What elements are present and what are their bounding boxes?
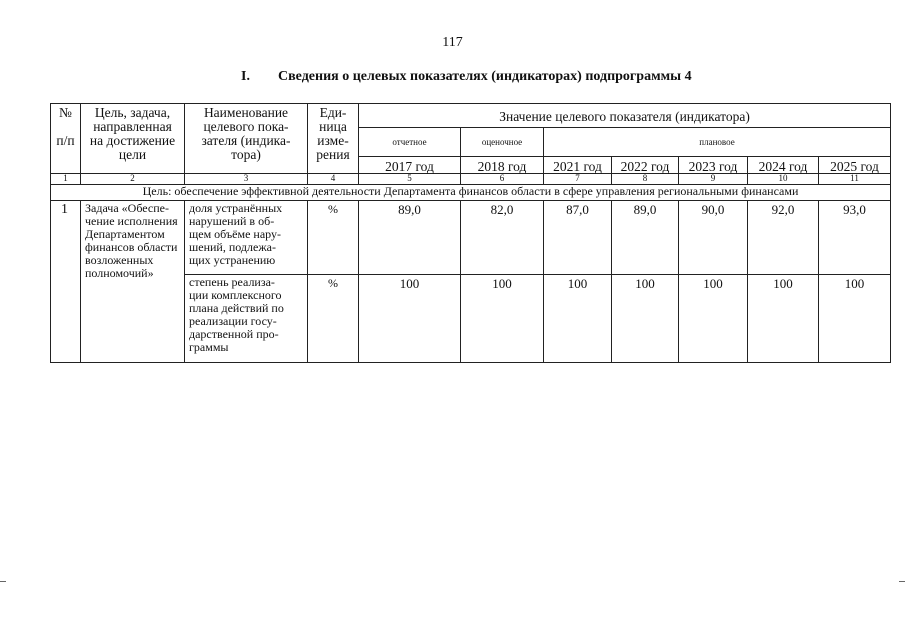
column-number: 7 [544,174,612,185]
header-number-line1: № [59,105,72,120]
indicator-1-line4: шений, подлежа- [189,240,276,254]
indicator-1-line1: доля устранённых [189,201,283,215]
header-goal [81,104,185,174]
header-value-group: Значение целевого показателя (индикатора) [359,104,891,128]
column-number: 8 [612,174,679,185]
year-2024: 2024 год [748,157,819,174]
value-2022: 100 [612,275,679,363]
value-2021: 87,0 [544,201,612,275]
value-2022: 89,0 [612,201,679,275]
indicators-table [50,103,891,363]
year-2023: 2023 год [679,157,748,174]
year-2021: 2021 год [544,157,612,174]
header-planned: плановое [544,128,891,157]
indicator-1-line2: нарушений в об- [189,214,275,228]
column-number: 9 [679,174,748,185]
header-goal-line3: на достижение [89,133,176,148]
column-number: 5 [359,174,461,185]
task-number: 1 [51,201,81,363]
column-number: 1 [51,174,81,185]
header-unit-line1: Еди- [319,105,347,120]
column-number: 3 [185,174,308,185]
column-number: 2 [81,174,185,185]
value-2017: 89,0 [359,201,461,275]
year-2025: 2025 год [819,157,891,174]
task-description [81,201,185,363]
scan-edge-mark-right [899,581,905,582]
header-indicator-line1: Наименование [203,105,289,120]
section-title: Сведения о целевых показателях (индикаторах) подпрограммы 4 [278,69,692,84]
value-2018: 100 [461,275,544,363]
header-unit-line4: рения [316,147,350,162]
value-2017: 100 [359,275,461,363]
indicator-2-line2: ции комплексного [189,288,282,302]
value-2023: 100 [679,275,748,363]
year-2022: 2022 год [612,157,679,174]
value-2025: 93,0 [819,201,891,275]
header-unit [308,104,359,174]
header-unit-line3: изме- [317,133,349,148]
section-number: I. [241,69,250,84]
header-reporting: отчетное [359,128,461,157]
indicator-1-line5: щих устранению [189,253,276,267]
indicator-2-line5: дарственной про- [189,327,279,341]
indicator-1-line3: щем объёме нару- [189,227,282,241]
column-number: 4 [308,174,359,185]
task-line4: финансов области [85,240,178,254]
value-2023: 90,0 [679,201,748,275]
indicator-2-line4: реализации госу- [189,314,277,328]
value-2021: 100 [544,275,612,363]
task-line2: чение исполнения [85,214,178,228]
header-goal-line1: Цель, задача, [94,105,171,120]
header-indicator-line4: тора) [231,147,261,162]
column-number: 6 [461,174,544,185]
header-goal-line2: направленная [93,119,172,134]
page-number: 117 [442,35,463,50]
value-2018: 82,0 [461,201,544,275]
header-goal-line4: цели [118,147,147,162]
header-estimated: оценочное [461,128,544,157]
indicator-unit: % [308,275,359,363]
value-2024: 92,0 [748,201,819,275]
indicator-2-line6: граммы [189,340,229,354]
header-indicator-name [185,104,308,174]
header-indicator-line2: целевого пока- [203,119,289,134]
indicator-unit: % [308,201,359,275]
task-line6: полномочий» [85,266,154,280]
year-2018: 2018 год [461,157,544,174]
indicator-2-line1: степень реализа- [189,275,275,289]
indicator-name [185,201,308,275]
header-unit-line2: ница [319,119,347,134]
goal-row: Цель: обеспечение эффективной деятельности Департамента финансов области в сфере управления региональными финансами [51,185,891,201]
indicator-name [185,275,308,363]
task-line5: возложенных [85,253,154,267]
value-2024: 100 [748,275,819,363]
header-number-line2: п/п [56,133,75,148]
scan-edge-mark-left [0,581,6,582]
task-line1: Задача «Обеспе- [85,201,169,215]
indicator-2-line3: плана действий по [189,301,284,315]
header-number [51,104,81,174]
column-number: 10 [748,174,819,185]
year-2017: 2017 год [359,157,461,174]
task-line3: Департаментом [85,227,165,241]
value-2025: 100 [819,275,891,363]
header-indicator-line3: зателя (индика- [201,133,291,148]
column-number: 11 [819,174,891,185]
